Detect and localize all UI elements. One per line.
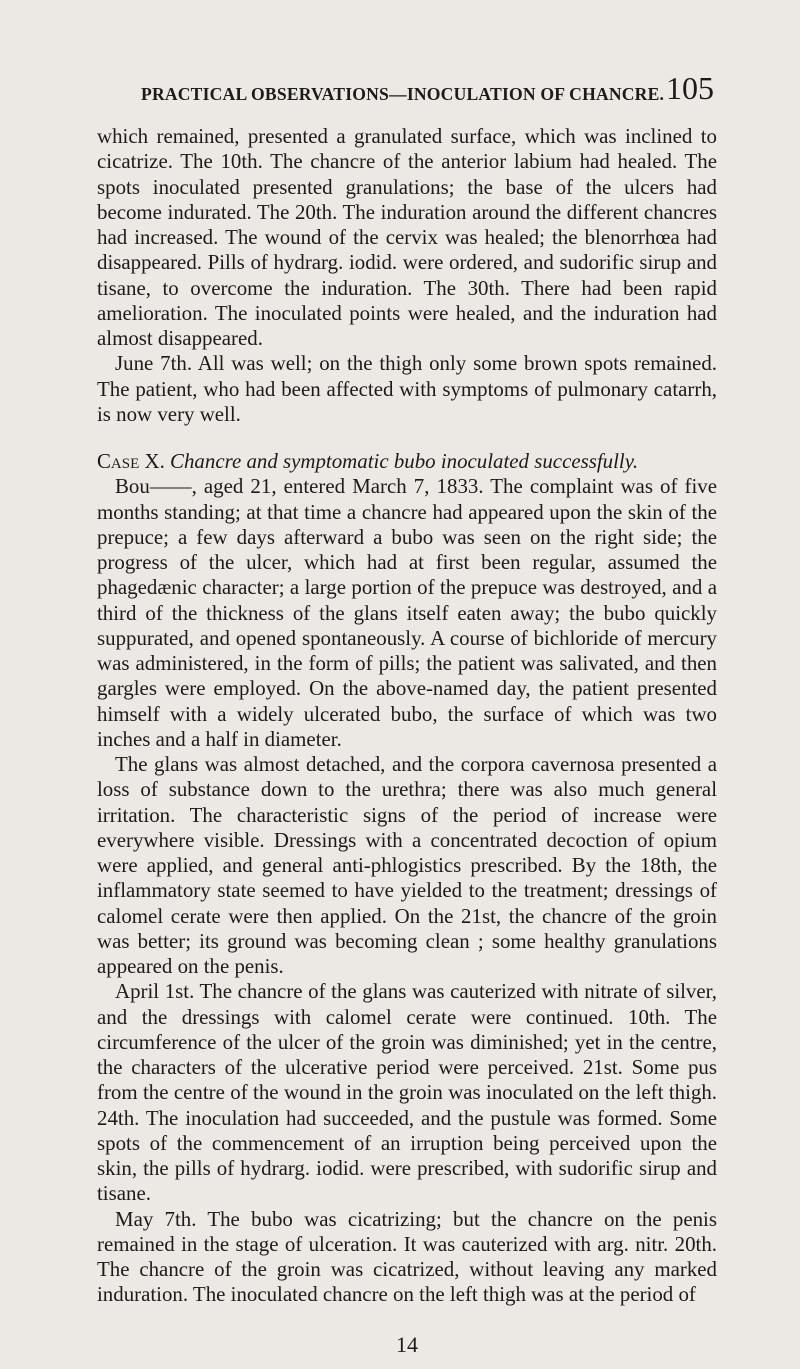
page-number: 105 (666, 70, 714, 106)
page-body (97, 124, 717, 1308)
paragraph-june-7th: June 7th. All was well; on the thigh only some brown spots remained. The patient, who had been affected with symptoms of pulmonary catarrh, is now very well. (97, 351, 717, 426)
paragraph-case-history: Bou——, aged 21, entered March 7, 1833. The complaint was of five months standing; at that time a chancre had appeared upon the skin of the prepuce; a few days afterward a bubo was seen on the right side; the progress of the ulcer, which had at first been regular, assumed the phagedænic character; a large portion of the prepuce was destroyed, and a third of the thickness of the glans itself eaten away; the bubo quickly suppurated, and opened spontaneously. A course of bichloride of mercury was administered, in the form of pills; the patient was salivated, and then gargles were employed. On the above-named day, the patient presented himself with a widely ulcerated bubo, the surface of which was two inches and a half in diameter. (97, 474, 717, 751)
paragraph-continuation: which remained, presented a granulated surface, which was inclined to cicatrize. The 10th. The chancre of the anterior labium had healed. The spots inoculated presented granulations; the base of the ulcers had become indurated. The 20th. The induration around the different chancres had increased. The wound of the cervix was healed; the blenorrhœa had disappeared. Pills of hydrarg. iodid. were ordered, and sudorific sirup and tisane, to overcome the induration. The 30th. There had been rapid amelioration. The inoculated points were healed, and the induration had almost disappeared. (97, 124, 717, 350)
paragraph-may-7th: May 7th. The bubo was cicatrizing; but the chancre on the penis remained in the stage of ulceration. It was cauterized with arg. nitr. 20th. The chancre of the groin was cicatrized, without leaving any marked induration. The inoculated chancre on the left thigh was at the period of (97, 1206, 717, 1307)
signature-mark: 14 (396, 1332, 418, 1357)
paragraph-glans-detached: The glans was almost detached, and the corpora cavernosa presented a loss of substance down to the urethra; there was also much general irritation. The characteristic signs of the period of increase were everywhere visible. Dressings with a concentrated decoction of opium were applied, and general anti-phlogistics prescribed. By the 18th, the inflammatory state seemed to have yielded to the treatment; dressings of calomel cerate were then applied. On the 21st, the chancre of the groin was better; its ground was becoming clean ; some healthy granulations appeared on the penis. (97, 752, 717, 978)
running-head: PRACTICAL OBSERVATIONS—INOCULATION OF CHANCRE. (141, 84, 665, 104)
page-header (0, 70, 720, 110)
paragraph-april-1st: April 1st. The chancre of the glans was cauterized with nitrate of silver, and the dressings with calomel cerate were continued. 10th. The circumference of the ulcer of the groin was diminished; yet in the centre, the characters of the ulcerative period were perceived. 21st. Some pus from the centre of the wound in the groin was inoculated on the left thigh. 24th. The inoculation had succeeded, and the pustule was formed. Some spots of the commencement of an irruption being perceived upon the skin, the pills of hydrarg. iodid. were prescribed, with sudorific sirup and tisane. (97, 979, 717, 1206)
case-heading (97, 449, 717, 474)
case-title: Chancre and symptomatic bubo inoculated successfully. (170, 449, 639, 473)
case-label: Case X. (97, 449, 165, 473)
